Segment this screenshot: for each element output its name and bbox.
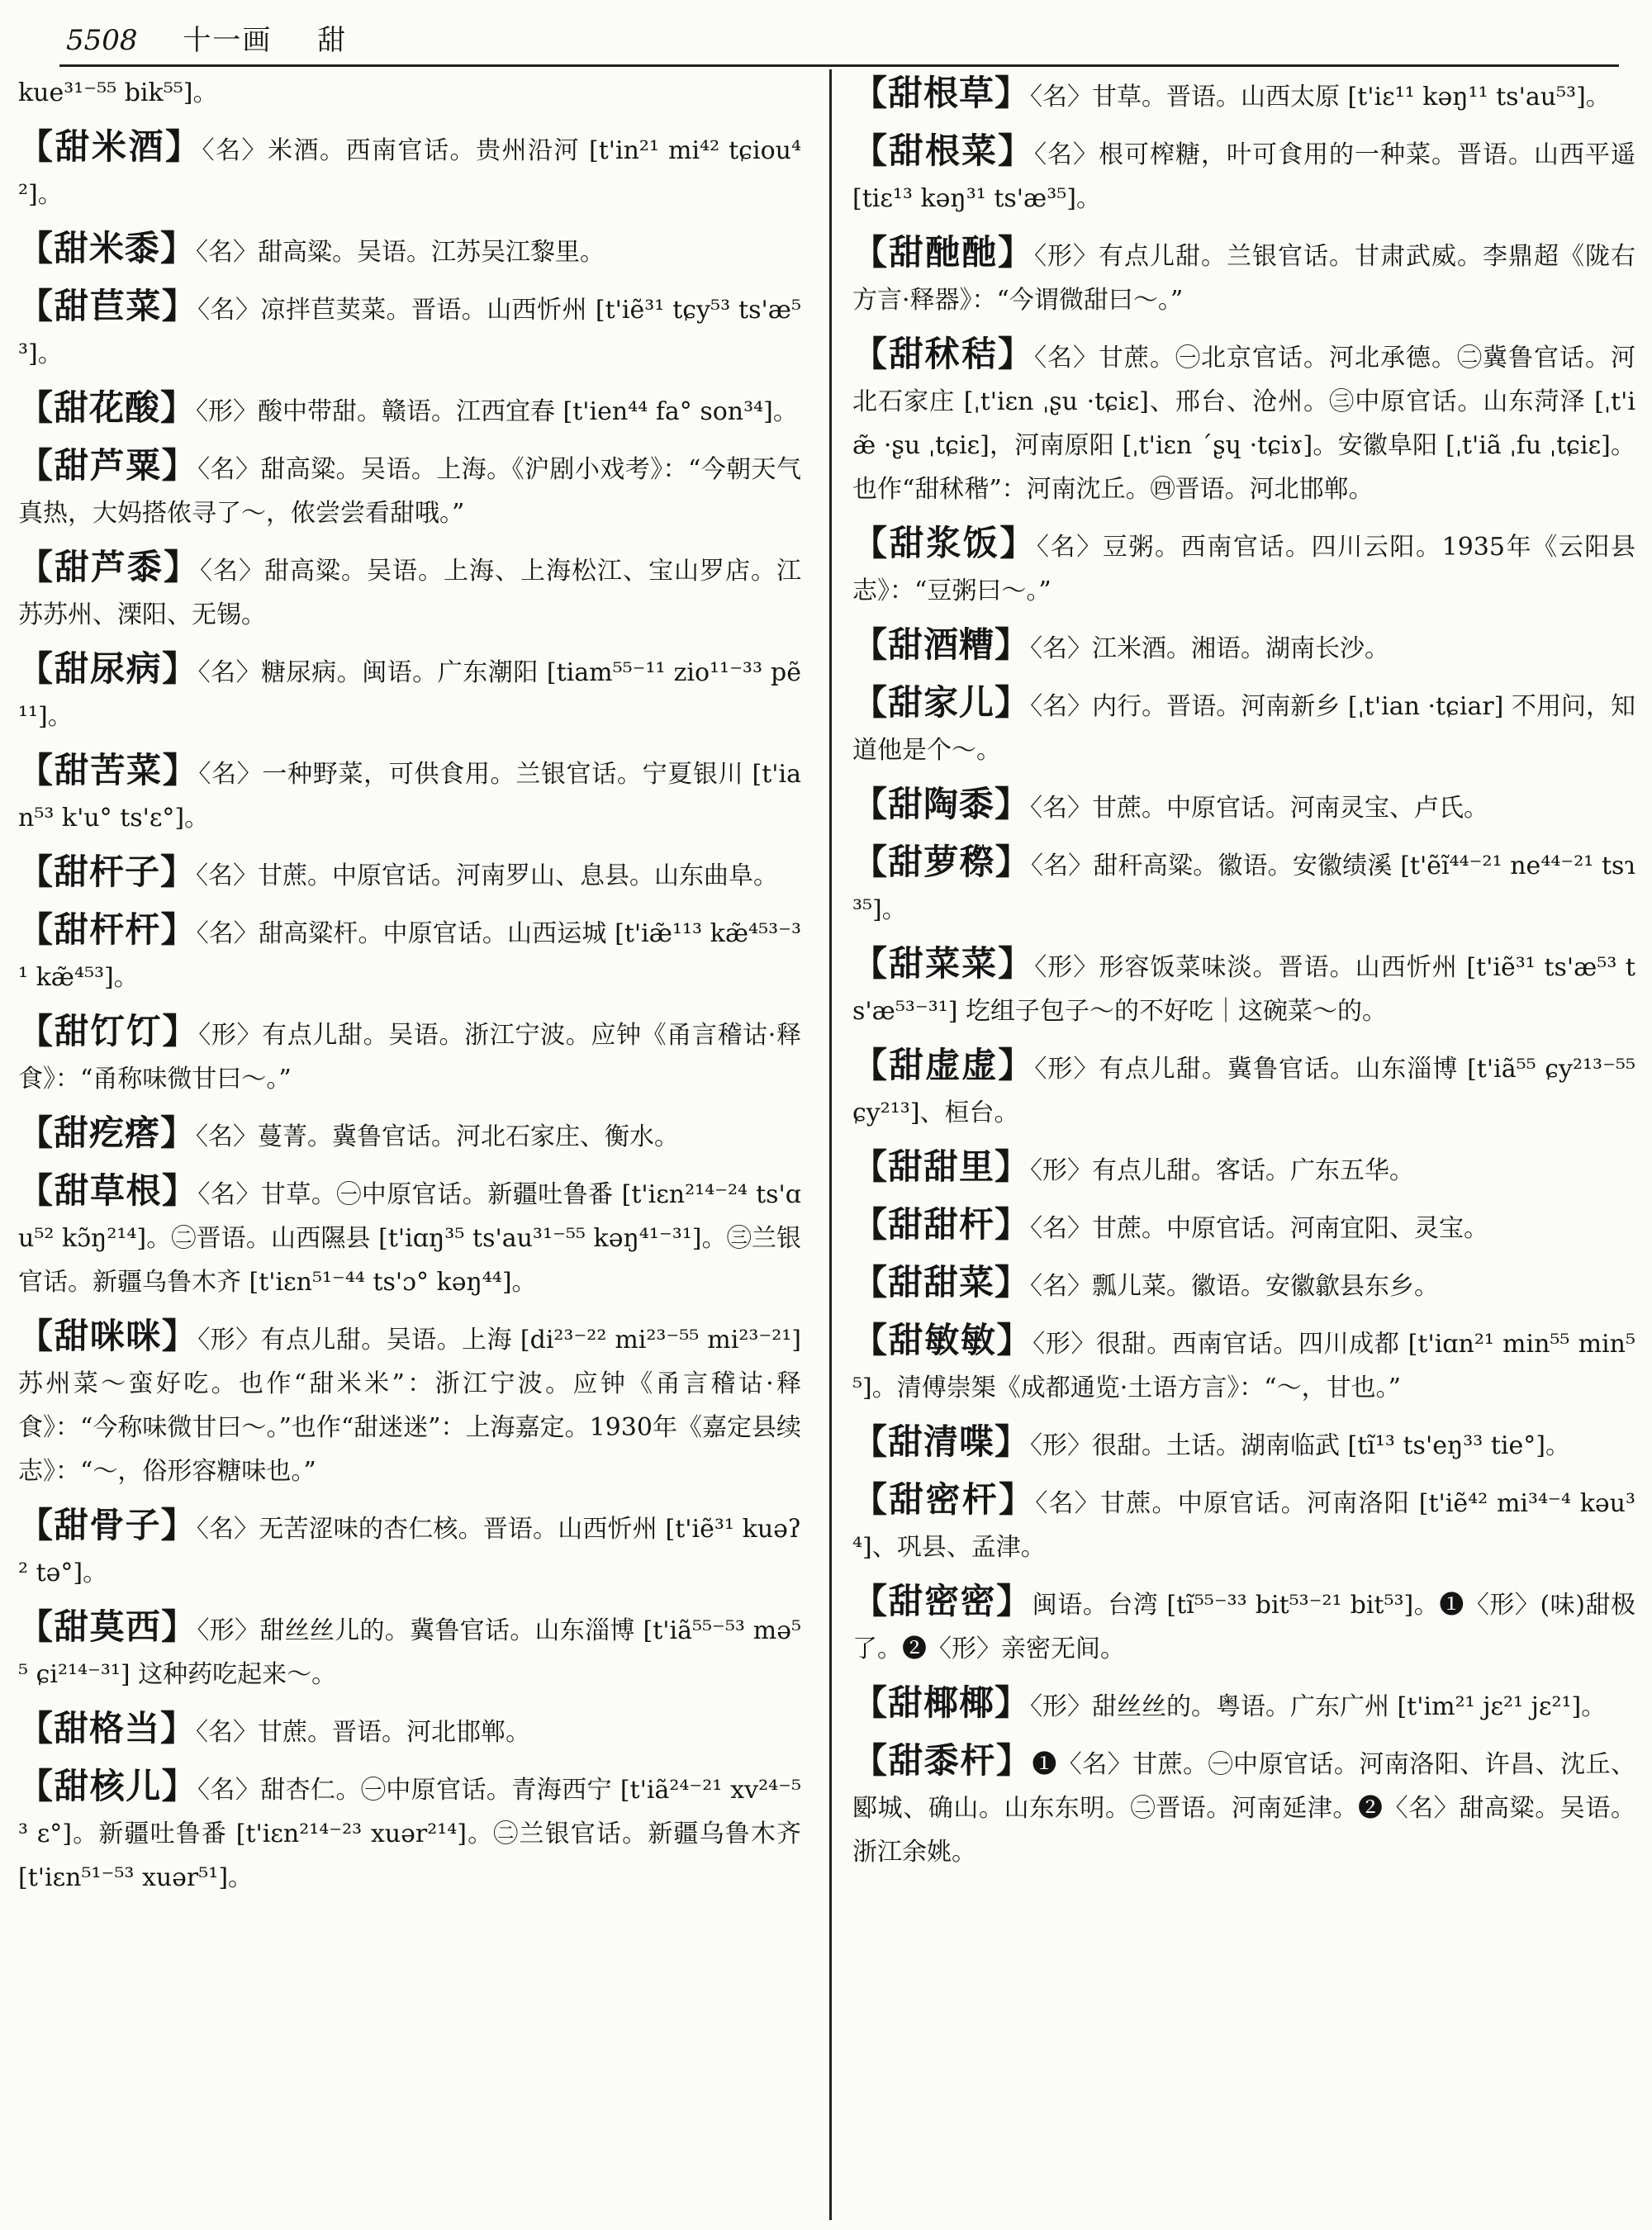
entry-definition: 〈名〉甜杏仁。㊀中原官话。青海西宁 [t'iã²⁴⁻²¹ xv²⁴⁻⁵³ ɛ°]。新疆吐鲁番 [t'iɛn²¹⁴⁻²³ xuər²¹⁴]。㊁兰银官话。新疆乌鲁木齐 [t'iɛn⁵¹⁻⁵³ xuər⁵¹]。	[18, 1776, 801, 1892]
entry-headword: 【甜酏酏】	[852, 232, 1034, 273]
entry-headword: 【甜家儿】	[852, 682, 1031, 723]
entry-headword: 【甜花酸】	[18, 387, 197, 428]
entry-definition: 〈名〉甘蔗。中原官话。河南洛阳 [t'iẽ⁴² mi³⁴⁻⁴ kəu³⁴]、巩县、孟津。	[852, 1489, 1635, 1562]
entry-headword: 【甜甜杆】	[852, 1204, 1031, 1245]
entry-headword: 【甜核儿】	[18, 1766, 198, 1806]
entry-definition: 〈形〉形容饭菜味淡。晋语。山西忻州 [t'iẽ³¹ ts'æ⁵³ ts'æ⁵³⁻³¹] 圪组子包子～的不好吃｜这碗菜～的。	[852, 953, 1635, 1026]
entry-definition: 〈形〉酸中带甜。赣语。江西宜春 [t'ien⁴⁴ fa° son³⁴]。	[196, 397, 798, 426]
entry-headword: 【甜草根】	[18, 1170, 198, 1211]
entry-headword: 【甜浆饭】	[852, 523, 1037, 563]
entry-definition: 〈形〉甜丝丝的。粤语。广东广州 [t'im²¹ jɛ²¹ jɛ²¹]。	[1030, 1692, 1607, 1721]
entry-definition: 〈名〉糖尿病。闽语。广东潮阳 [tiam⁵⁵⁻¹¹ zio¹¹⁻³³ pẽ¹¹]。	[18, 658, 801, 731]
entry-headword: 【甜密杆】	[852, 1479, 1036, 1520]
dictionary-entry	[18, 748, 801, 840]
dictionary-entry	[18, 1605, 801, 1696]
entry-definition: 〈形〉有点儿甜。吴语。浙江宁波。应钟《甬言稽诂·释食》：“甬称味微甘曰～。”	[18, 1021, 801, 1094]
dictionary-entry	[852, 521, 1635, 613]
entry-headword: 【甜芦黍】	[18, 547, 200, 587]
dictionary-entry	[852, 1478, 1635, 1569]
entry-headword: 【甜密密】	[852, 1581, 1032, 1621]
dictionary-entry	[852, 1579, 1635, 1671]
entry-definition: 〈名〉蔓菁。冀鲁官话。河北石家庄、衡水。	[196, 1122, 680, 1151]
entry-definition: 〈名〉甘草。晋语。山西太原 [t'iɛ¹¹ kəŋ¹¹ ts'au⁵³]。	[1030, 83, 1611, 112]
entry-definition: 〈名〉甜秆高粱。徽语。安徽绩溪 [t'ẽĩ⁴⁴⁻²¹ ne⁴⁴⁻²¹ tsɿ³⁵]。	[852, 852, 1635, 924]
dictionary-entry	[852, 681, 1635, 772]
dictionary-entry	[852, 129, 1635, 221]
dictionary-entry	[852, 1260, 1635, 1308]
entry-headword: 【甜甜里】	[852, 1146, 1031, 1187]
entry-definition: 〈名〉内行。晋语。河南新乡 [ˌt'ian ·tɕiar] 不用问，知道他是个～。	[852, 692, 1635, 765]
entry-headword: 【甜尿病】	[18, 648, 198, 689]
dictionary-entry	[18, 125, 801, 216]
dictionary-entry	[18, 444, 801, 535]
entry-headword: 【甜秫秸】	[852, 334, 1034, 374]
dictionary-entry	[18, 386, 801, 434]
dictionary-entry	[18, 1706, 801, 1754]
dictionary-entry	[852, 840, 1635, 932]
dictionary-entry	[18, 545, 801, 637]
entry-definition: 〈名〉甜高粱杆。中原官话。山西运城 [t'iæ̃¹¹³ kæ̃⁴⁵³⁻³¹ kæ̃⁴⁵³]。	[18, 919, 801, 992]
entry-headword: 【甜敏敏】	[852, 1320, 1033, 1360]
entry-headword: 【甜菜菜】	[852, 943, 1035, 984]
entry-definition: 〈名〉甘蔗。中原官话。河南灵宝、卢氏。	[1030, 794, 1489, 823]
dictionary-entry	[852, 782, 1635, 830]
dictionary-entry	[852, 623, 1635, 671]
dictionary-entry	[18, 1314, 801, 1493]
dictionary-entry	[18, 850, 801, 898]
entry-headword: 【甜杆杆】	[18, 909, 197, 950]
dictionary-entry	[18, 1764, 801, 1900]
entry-definition: 〈形〉甜丝丝儿的。冀鲁官话。山东淄博 [t'iã⁵⁵⁻⁵³ mə⁵⁵ ɕi²¹⁴⁻³¹] 这种药吃起来～。	[18, 1616, 801, 1689]
entry-definition: 〈形〉很甜。土话。湖南临武 [tĩ¹³ ts'eŋ³³ tie°]。	[1030, 1431, 1570, 1460]
entry-headword: 【甜格当】	[18, 1708, 197, 1748]
entry-headword: 【甜芦粟】	[18, 445, 198, 486]
dictionary-entry	[18, 1111, 801, 1159]
dictionary-entry	[852, 71, 1635, 119]
entry-definition: 〈名〉甘草。㊀中原官话。新疆吐鲁番 [t'iɛn²¹⁴⁻²⁴ ts'ɑu⁵² kɔ̃ŋ²¹⁴]。㊁晋语。山西隰县 [t'iɑŋ³⁵ ts'au³¹⁻⁵⁵ kəŋ⁴¹⁻³¹]。㊂兰银官话。新疆乌鲁木齐 [t'iɛn⁵¹⁻⁴⁴ ts'ɔ° kəŋ⁴⁴]。	[18, 1180, 801, 1297]
dictionary-entry	[852, 230, 1635, 322]
entry-definition: 〈名〉甜高粱。吴语。江苏吴江黎里。	[196, 238, 605, 267]
left-column	[18, 71, 801, 2225]
entry-headword: 【甜酒糟】	[852, 624, 1031, 665]
entry-definition: 〈形〉有点儿甜。兰银官话。甘肃武威。李鼎超《陇右方言·释器》：“今谓微甜曰～。”	[852, 242, 1635, 315]
entry-definition: 〈名〉甘蔗。中原官话。河南宜阳、灵宝。	[1030, 1214, 1489, 1243]
dictionary-entry	[18, 226, 801, 274]
entry-headword: 【甜根草】	[852, 73, 1031, 113]
entry-headword: 【甜虚虚】	[852, 1045, 1035, 1085]
entry-headword: 【甜疙瘩】	[18, 1113, 197, 1153]
entry-definition: 〈名〉凉拌苣荬菜。晋语。山西忻州 [t'iẽ³¹ tɕy⁵³ ts'æ⁵³]。	[18, 296, 801, 368]
entry-headword: 【甜饤饤】	[18, 1011, 199, 1051]
entry-definition: 〈名〉甘蔗。㊀北京官话。河北承德。㊁冀鲁官话。河北石家庄 [ˌt'iɛn ˌʂu ·tɕiɛ]、邢台、沧州。㊂中原官话。山东菏泽 [ˌt'iæ̃ ·ʂu ˌtɕiɛ]，河南原阳 [ˌt'iɛn ˊʂɥ ·tɕiɤ]。安徽阜阳 [ˌt'iã ˌfu ˌtɕiɛ]。也作“甜秫稭”：河南沈丘。㊃晋语。河北邯郸。	[852, 344, 1635, 504]
entry-definition: 〈形〉有点儿甜。客话。广东五华。	[1030, 1156, 1415, 1185]
entry-definition: 〈名〉甘蔗。晋语。河北邯郸。	[196, 1718, 531, 1747]
dictionary-entry	[852, 1739, 1635, 1874]
dictionary-entry	[852, 1681, 1635, 1729]
dictionary-entry	[852, 1318, 1635, 1410]
entry-headword: 【甜咪咪】	[18, 1316, 198, 1356]
dictionary-entry	[18, 1503, 801, 1595]
entry-definition: ❶〈名〉甘蔗。㊀中原官话。河南洛阳、许昌、沈丘、郾城、确山。山东东明。㊁晋语。河南延津。❷〈名〉甜高粱。吴语。浙江余姚。	[852, 1750, 1635, 1867]
dictionary-entry	[18, 1009, 801, 1101]
column-divider	[829, 69, 832, 2220]
entry-headword: 【甜米黍】	[18, 228, 197, 268]
entry-definition: 〈形〉有点儿甜。吴语。上海 [di²³⁻²² mi²³⁻⁵⁵ mi²³⁻²¹] 苏州菜～蛮好吃。也作“甜米米”：浙江宁波。应钟《甬言稽诂·释食》：“今称味微甘曰～。”也作“甜迷迷”：上海嘉定。1930年《嘉定县续志》：“～，俗形容糖味也。”	[18, 1326, 801, 1486]
entry-headword: 【甜甜菜】	[852, 1262, 1031, 1302]
entry-definition: 〈名〉无苦涩味的杏仁核。晋语。山西忻州 [t'iẽ³¹ kuəʔ² tə°]。	[18, 1515, 801, 1587]
dictionary-entry	[18, 908, 801, 999]
entry-headword: 【甜莫西】	[18, 1606, 197, 1647]
right-column	[852, 71, 1635, 2225]
dictionary-entry	[18, 1169, 801, 1304]
entry-definition: 〈形〉有点儿甜。冀鲁官话。山东淄博 [t'iã⁵⁵ ɕy²¹³⁻⁵⁵ ɕy²¹³]、桓台。	[852, 1055, 1635, 1127]
entry-headword: 【甜黍杆】	[852, 1740, 1032, 1781]
dictionary-entry	[852, 1203, 1635, 1250]
entry-definition: 〈名〉米酒。西南官话。贵州沿河 [t'in²¹ mi⁴² tɕiou⁴²]。	[18, 136, 801, 209]
entry-headword: 【甜根菜】	[852, 130, 1034, 171]
entry-definition: 〈名〉江米酒。湘语。湖南长沙。	[1030, 634, 1390, 663]
entry-definition: 闽语。台湾 [tĩ⁵⁵⁻³³ bit⁵³⁻²¹ bit⁵³]。❶〈形〉(味)甜极了。❷〈形〉亲密无间。	[852, 1591, 1635, 1663]
entry-headword: 【甜清喋】	[852, 1421, 1031, 1462]
entry-definition: 〈名〉甘蔗。中原官话。河南罗山、息县。山东曲阜。	[196, 861, 779, 890]
stroke-section: 十一画	[183, 24, 273, 57]
page-header	[66, 18, 1619, 63]
header-rule	[59, 64, 1619, 67]
entry-headword: 【甜米酒】	[18, 126, 202, 167]
header-character: 甜	[317, 24, 346, 57]
entry-headword: 【甜陶黍】	[852, 784, 1031, 824]
dictionary-entry	[852, 1043, 1635, 1135]
dictionary-entry	[852, 332, 1635, 511]
entry-definition: 〈形〉很甜。西南官话。四川成都 [t'iɑn²¹ min⁵⁵ min⁵⁵]。清傅崇榘《成都通览·土语方言》：“～，甘也。”	[852, 1330, 1635, 1402]
dictionary-entry	[852, 1420, 1635, 1468]
dictionary-entry	[18, 284, 801, 376]
entry-definition: 〈名〉豆粥。西南官话。四川云阳。1935年《云阳县志》：“豆粥曰～。”	[852, 533, 1635, 605]
entry-definition: 〈名〉瓢儿菜。徽语。安徽歙县东乡。	[1030, 1272, 1440, 1301]
entry-headword: 【甜椰椰】	[852, 1682, 1031, 1723]
entry-definition: 〈名〉根可榨糖，叶可食用的一种菜。晋语。山西平遥 [tiɛ¹³ kəŋ³¹ ts'æ³⁵]。	[852, 140, 1635, 213]
page-number: 5508	[66, 24, 138, 57]
entry-headword: 【甜苣菜】	[18, 286, 198, 326]
continuation-text: kue³¹⁻⁵⁵ bik⁵⁵]。	[18, 78, 218, 107]
entry-headword: 【甜骨子】	[18, 1505, 197, 1545]
dictionary-entry	[852, 942, 1635, 1033]
entry-definition: 〈名〉一种野菜，可供食用。兰银官话。宁夏银川 [t'ian⁵³ k'u° ts'ɛ°]。	[18, 760, 801, 833]
entry-headword: 【甜萝穄】	[852, 842, 1031, 882]
entry-definition: 〈名〉甜高粱。吴语。上海、上海松江、宝山罗店。江苏苏州、溧阳、无锡。	[18, 557, 801, 629]
entry-headword: 【甜苦菜】	[18, 750, 199, 790]
entry-headword: 【甜杆子】	[18, 852, 197, 892]
dictionary-entry	[852, 1145, 1635, 1193]
dictionary-entry	[18, 647, 801, 738]
entry-definition: 〈名〉甜高粱。吴语。上海。《沪剧小戏考》：“今朝天气真热，大妈搭侬寻了～，侬尝尝看甜哦。”	[18, 455, 801, 528]
